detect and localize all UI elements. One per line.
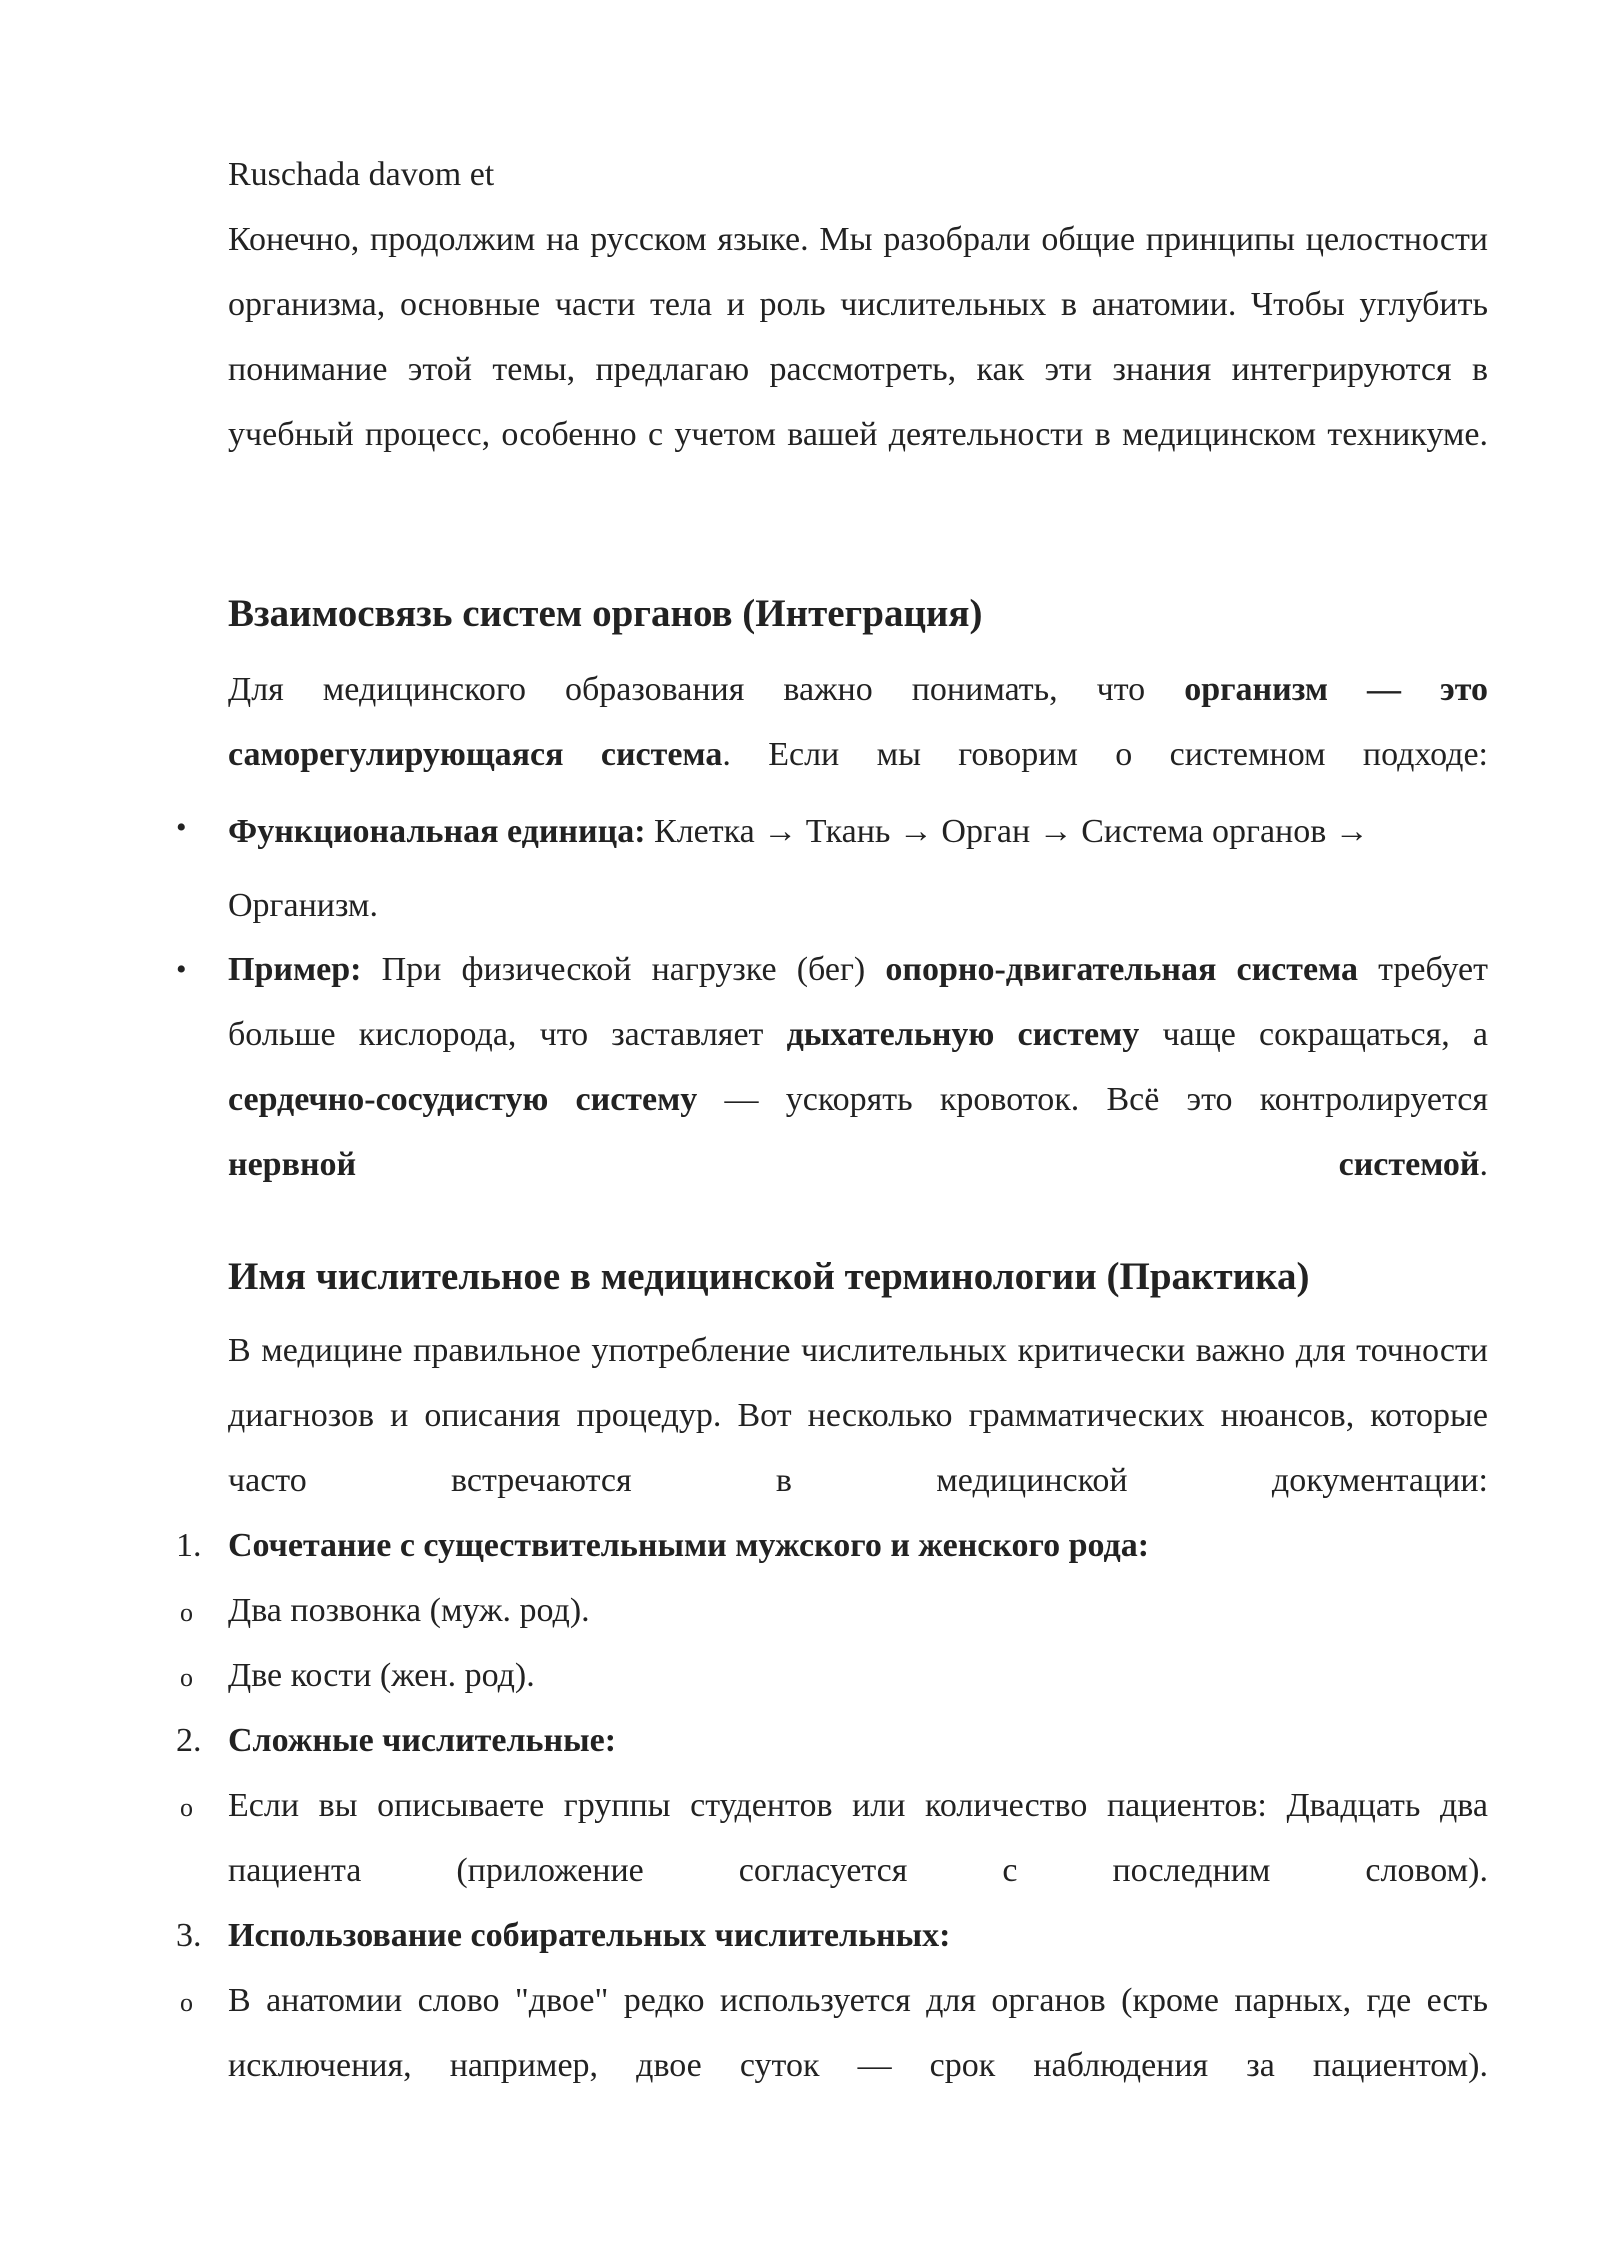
bold-term: дыхательную систему (786, 1016, 1140, 1053)
sublist-marker: o (180, 1988, 193, 2017)
bold-term: Сложные числительные: (228, 1722, 617, 1759)
list-number: 1. (176, 1527, 202, 1564)
sublist-item: Два позвонка (муж. род). (228, 1592, 590, 1629)
section-heading-numerals: Имя числительное в медицинской терминологии (Практика) (228, 1255, 1310, 1298)
bold-term: Пример: (228, 951, 362, 988)
intro-line: Ruschada davom et (228, 156, 495, 193)
numerals-paragraph: В медицине правильное употребление числительных критически важно для точности диагнозов и описания процедур. Вот несколько грамматических нюансов, которые часто встречаются в медицинской документации: (228, 1332, 1488, 1499)
bullet-functional-unit (228, 795, 1488, 943)
text-run: чаще сокращаться, а (1139, 1016, 1488, 1053)
section-heading-integration: Взаимосвязь систем органов (Интеграция) (228, 592, 983, 635)
text-run: требует больше кислорода, что заставляет (228, 951, 1488, 1053)
bold-term: организм — это саморегулирующаяся система (228, 671, 1488, 773)
list-item-title (228, 1513, 1488, 1578)
text-run: . Если мы говорим о системном подходе: (722, 736, 1488, 773)
sublist-marker: o (180, 1793, 193, 1822)
sublist-item: Две кости (жен. род). (228, 1657, 535, 1694)
bullet-example (228, 937, 1488, 1197)
bullet-marker: • (176, 953, 187, 986)
sublist-item: Если вы описываете группы студентов или количество пациентов: Двадцать два пациента (приложение согласуется с последним словом). (228, 1787, 1488, 1889)
sublist-item: В анатомии слово "двое" редко используется для органов (кроме парных, где есть исключения, например, двое суток — срок наблюдения за пациентом). (228, 1982, 1488, 2084)
text-run: Клетка → Ткань → Орган → Система органов → Организм. (228, 813, 1369, 924)
bold-term: Функциональная единица: (228, 813, 646, 850)
list-item-title (228, 1903, 1488, 1968)
bold-term: опорно-двигательная система (885, 951, 1358, 988)
integration-paragraph (228, 657, 1488, 787)
bold-term: Использование собирательных числительных: (228, 1917, 951, 1954)
list-item-title (228, 1708, 1488, 1773)
bold-term: Сочетание с существительными мужского и женского рода: (228, 1527, 1150, 1564)
sublist-marker: o (180, 1598, 193, 1627)
bullet-marker: • (176, 811, 187, 844)
bold-term: сердечно-сосудистую систему (228, 1081, 698, 1118)
text-run: . (1479, 1146, 1488, 1183)
sublist-marker: o (180, 1663, 193, 1692)
text-run: — ускорять кровоток. Всё это контролируется (697, 1081, 1488, 1118)
text-run: Для медицинского образования важно понимать, что (228, 671, 1185, 708)
bold-term: нервной системой (228, 1146, 1480, 1183)
list-number: 3. (176, 1917, 202, 1954)
list-number: 2. (176, 1722, 202, 1759)
intro-paragraph: Конечно, продолжим на русском языке. Мы разобрали общие принципы целостности организма, основные части тела и роль числительных в анатомии. Чтобы углубить понимание этой темы, предлагаю рассмотреть, как эти знания интегрируются в учебный процесс, особенно с учетом вашей деятельности в медицинском техникуме. (228, 221, 1488, 453)
text-run: При физической нагрузке (бег) (361, 951, 886, 988)
